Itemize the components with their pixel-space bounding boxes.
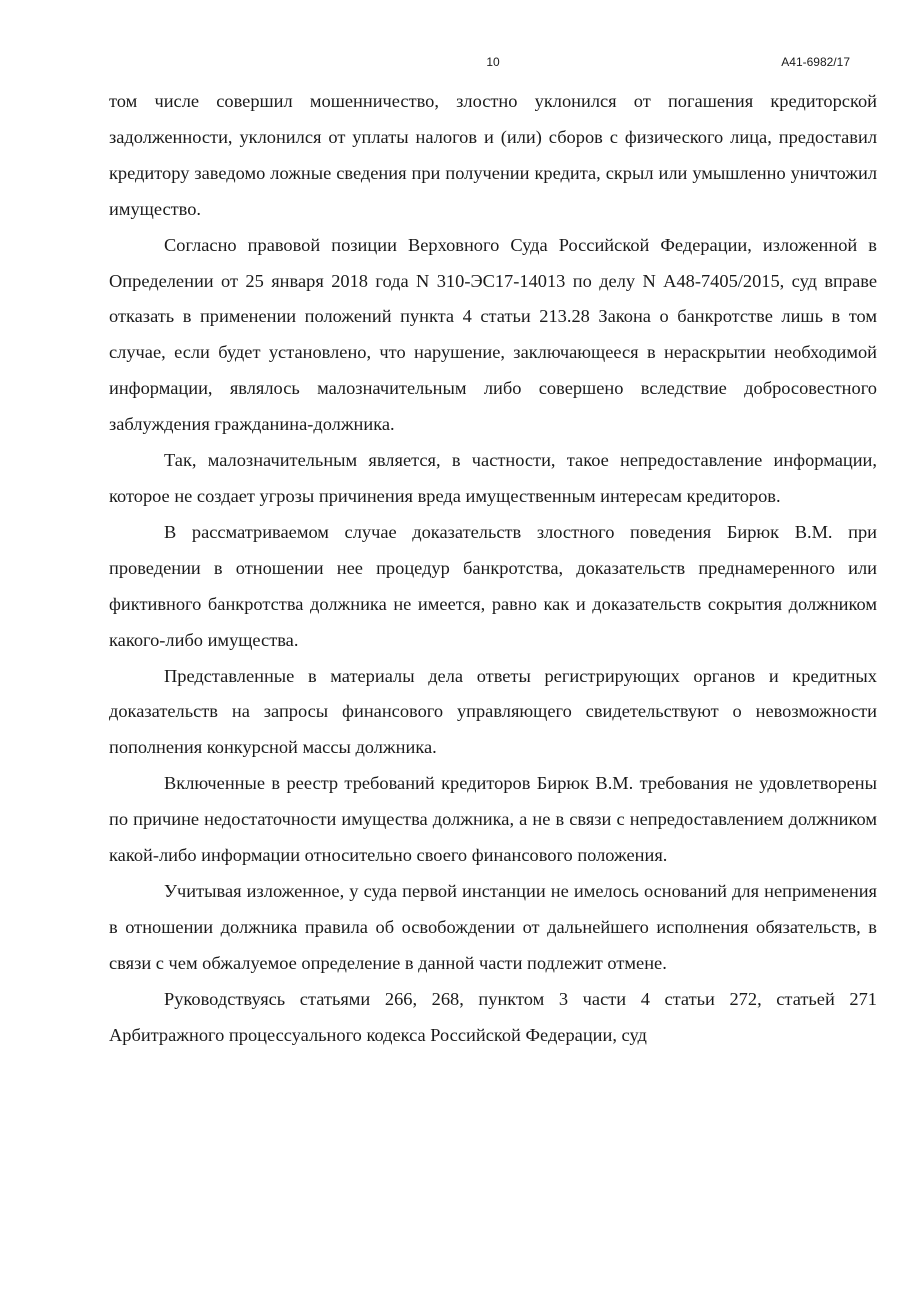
paragraph-guided-by: Руководствуясь статьями 266, 268, пунктом 3 части 4 статьи 272, статьей 271 Арбитражного процессуального кодекса Российской Федерации, суд bbox=[109, 988, 877, 1045]
paragraph-conclusion: Учитывая изложенное, у суда первой инстанции не имелось оснований для неприменения в отношении должника правила об освобождении от дальнейшего исполнения обязательств, в связи с чем обжалуемое определение в данной части подлежит отмене. bbox=[109, 880, 877, 973]
paragraph-continuation: том числе совершил мошенничество, злостно уклонился от погашения кредиторской задолженности, уклонился от уплаты налогов и (или) сборов с физического лица, предоставил кредитору заведомо ложные сведения при получении кредита, скрыл или умышленно уничтожил имущество. bbox=[109, 91, 877, 219]
document-body bbox=[109, 84, 877, 1053]
paragraph-registry-responses: Представленные в материалы дела ответы регистрирующих органов и кредитных доказательств на запросы финансового управляющего свидетельствуют о невозможности пополнения конкурсной массы должника. bbox=[109, 665, 877, 758]
paragraph-supreme-court-position: Согласно правовой позиции Верховного Суда Российской Федерации, изложенной в Определении от 25 января 2018 года N 310-ЭС17-14013 по делу N А48-7405/2015, суд вправе отказать в применении положений пункта 4 статьи 213.28 Закона о банкротстве лишь в том случае, если будет установлено, что нарушение, заключающееся в нераскрытии необходимой информации, являлось малозначительным либо совершено вследствие добросовестного заблуждения гражданина-должника. bbox=[109, 234, 877, 435]
case-number: А41-6982/17 bbox=[781, 55, 850, 69]
paragraph-creditor-claims: Включенные в реестр требований кредиторов Бирюк В.М. требования не удовлетворены по причине недостаточности имущества должника, а не в связи с непредоставлением должником какой-либо информации относительно своего финансового положения. bbox=[109, 773, 877, 866]
paragraph-insignificance: Так, малозначительным является, в частности, такое непредоставление информации, которое не создает угрозы причинения вреда имущественным интересам кредиторов. bbox=[109, 450, 877, 506]
paragraph-no-evidence: В рассматриваемом случае доказательств злостного поведения Бирюк В.М. при проведении в отношении нее процедур банкротства, доказательств преднамеренного или фиктивного банкротства должника не имеется, равно как и доказательств сокрытия должником какого-либо имущества. bbox=[109, 521, 877, 650]
page-number: 10 bbox=[486, 55, 500, 69]
